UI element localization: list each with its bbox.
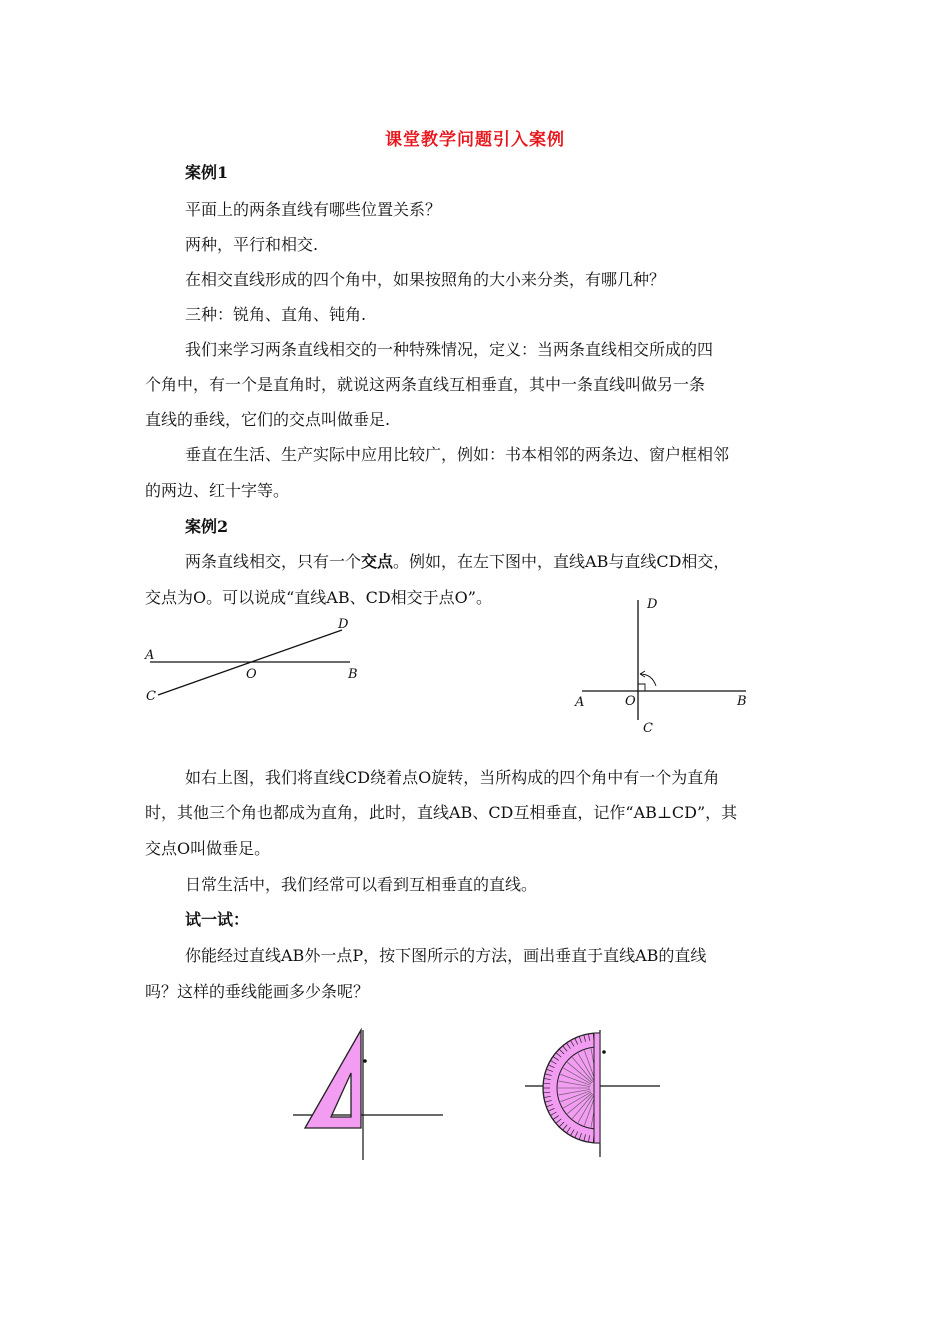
case2-paragraph-3-line-2: 时，其他三个角也都成为直角，此时，直线AB、CD互相垂直，记作“AB⊥CD”，其 <box>145 803 738 822</box>
label-o-right: O <box>625 694 636 709</box>
label-b-right: B <box>737 694 747 709</box>
case2-paragraph-4: 日常生活中，我们经常可以看到互相垂直的直线。 <box>185 875 538 894</box>
protractor-edge <box>594 1033 600 1143</box>
try-heading: 试一试： <box>185 910 250 929</box>
figure-protractor <box>520 1025 665 1165</box>
case1-answer-2: 三种：锐角、直角、钝角. <box>185 305 367 324</box>
case2-line-1-bold: 交点 <box>361 552 394 571</box>
label-o: O <box>246 667 257 682</box>
point-p-protractor <box>602 1050 606 1054</box>
label-a: A <box>145 648 155 663</box>
point-p-set-square <box>363 1059 367 1063</box>
figure-set-square <box>288 1025 448 1165</box>
right-angle-mark <box>638 684 645 691</box>
case2-line-2: 交点为O。可以说成“直线AB、CD相交于点O”。 <box>145 588 492 607</box>
case2-line-1-part-a: 两条直线相交，只有一个 <box>185 552 362 571</box>
case2-heading: 案例2 <box>185 517 229 536</box>
case1-question-2: 在相交直线形成的四个角中，如果按照角的大小来分类，有哪几种？ <box>185 270 666 289</box>
try-line-1: 你能经过直线AB外一点P，按下图所示的方法，画出垂直于直线AB的直线 <box>185 946 707 965</box>
case1-paragraph-1-line-3: 直线的垂线，它们的交点叫做垂足. <box>145 410 391 429</box>
case1-question-1: 平面上的两条直线有哪些位置关系？ <box>185 200 442 219</box>
case2-line-1 <box>185 549 729 572</box>
figure-perpendicular-lines <box>570 592 760 737</box>
case2-paragraph-3-line-3: 交点O叫做垂足。 <box>145 839 271 858</box>
label-d: D <box>338 617 349 632</box>
case2-paragraph-3-line-1: 如右上图，我们将直线CD绕着点O旋转，当所构成的四个角中有一个为直角 <box>185 768 720 787</box>
page-title: 课堂教学问题引入案例 <box>385 130 565 150</box>
case1-heading: 案例1 <box>185 163 229 182</box>
case1-answer-1: 两种，平行和相交. <box>185 235 319 254</box>
case2-line-1-part-b: 。例如，在左下图中，直线AB与直线CD相交， <box>393 552 730 571</box>
case1-paragraph-1-line-2: 个角中，有一个是直角时，就说这两条直线互相垂直，其中一条直线叫做另一条 <box>145 375 706 394</box>
set-square-icon <box>305 1030 361 1128</box>
label-d-right: D <box>647 597 658 612</box>
try-line-2: 吗？这样的垂线能画多少条呢？ <box>145 982 370 1001</box>
figure-intersecting-lines <box>140 612 380 712</box>
case1-paragraph-2-line-2: 的两边、红十字等。 <box>145 481 290 500</box>
label-a-right: A <box>575 695 585 710</box>
label-c-right: C <box>643 721 653 736</box>
label-b: B <box>348 667 358 682</box>
case1-paragraph-1-line-1: 我们来学习两条直线相交的一种特殊情况，定义：当两条直线相交所成的四 <box>185 340 714 359</box>
label-c: C <box>146 689 156 704</box>
case1-paragraph-2-line-1: 垂直在生活、生产实际中应用比较广，例如：书本相邻的两条边、窗户框相邻 <box>185 445 730 464</box>
